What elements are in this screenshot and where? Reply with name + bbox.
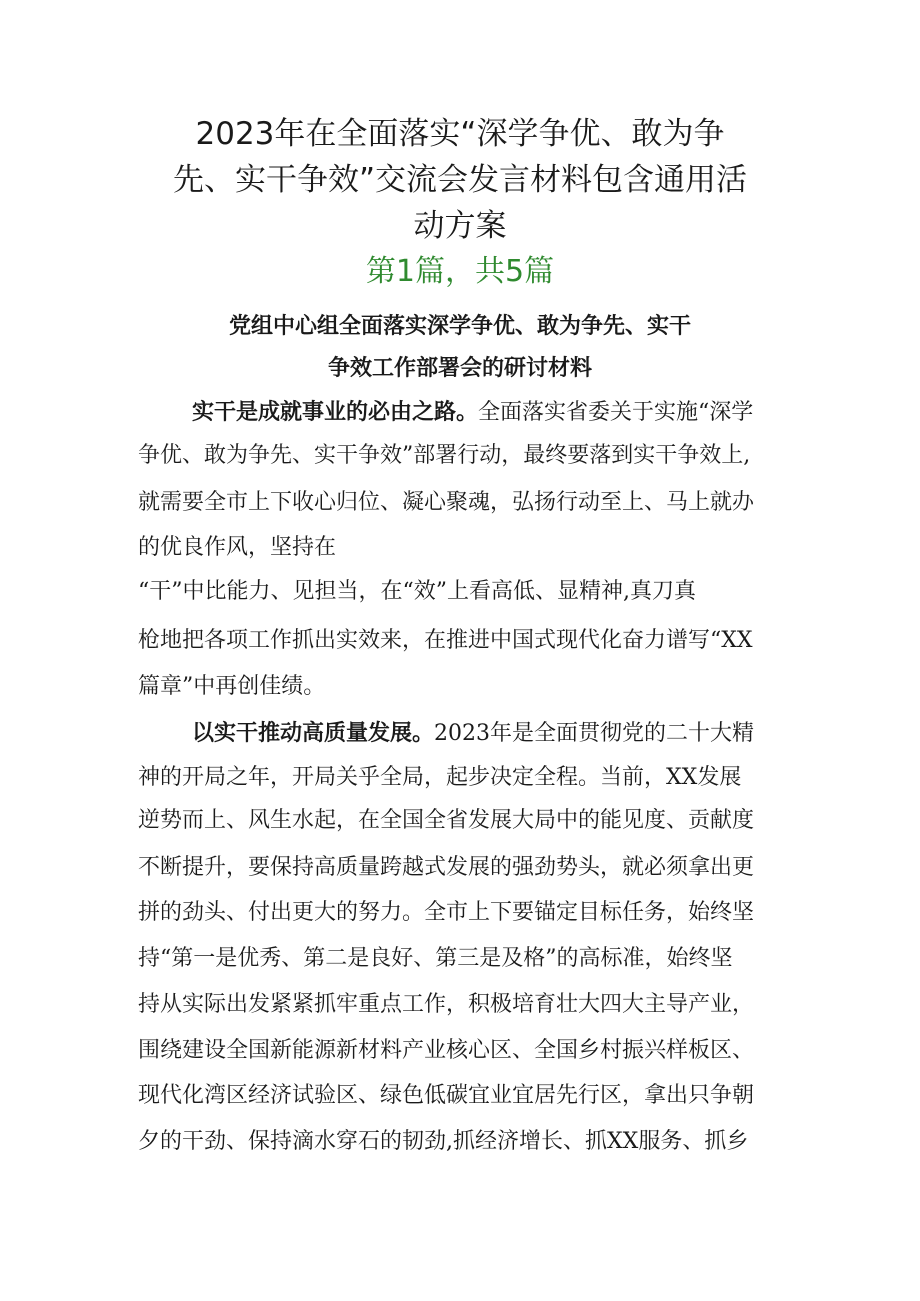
paragraph-1-line: 的优良作风，坚持在 (138, 535, 337, 560)
subtitle-line-2: 争效工作部署会的研讨材料 (327, 355, 592, 381)
doc-title-line-3: 动方案 (413, 208, 507, 244)
paragraph-2-line: 逆势而上、风生水起，在全国全省发展大局中的能见度、贡献度 (138, 808, 755, 833)
paragraph-2-line: 持“第一是优秀、第二是良好、第三是及格”的高标准，始终坚 (138, 946, 733, 971)
paragraph-1-lead: 实干是成就事业的必由之路。 (192, 399, 479, 425)
paragraph-2-line: 不断提升，要保持高质量跨越式发展的强劲势头，就必须拿出更 (138, 855, 755, 880)
paragraph-1-line: 就需要全市上下收心归位、凝心聚魂，弘扬行动至上、马上就办 (138, 490, 755, 515)
paragraph-1-line: 篇章”中再创佳绩。 (138, 674, 326, 699)
paragraph-2-line: 持从实际出发紧紧抓牢重点工作，积极培育壮大四大主导产业， (138, 992, 755, 1017)
paragraph-1-line: 枪地把各项工作抓出实效来，在推进中国式现代化奋力谱写“XX (138, 628, 753, 653)
paragraph-2-line: 围绕建设全国新能源新材料产业核心区、全国乡村振兴样板区、 (138, 1038, 755, 1063)
paragraph-2-line: 现代化湾区经济试验区、绿色低碳宜业宜居先行区，拿出只争朝 (138, 1083, 755, 1108)
paragraph-1-first-line (192, 396, 753, 429)
doc-title-line-1: 2023年在全面落实“深学争优、敢为争 (195, 116, 725, 152)
paragraph-1-line: 争优、敢为争先、实干争效”部署行动，最终要落到实干争效上, (138, 443, 751, 468)
paragraph-2-lead: 以实干推动高质量发展。 (192, 720, 435, 746)
paragraph-2-first-line (192, 717, 754, 750)
paragraph-2-line: 夕的干劲、保持滴水穿石的韧劲,抓经济增长、抓XX服务、抓乡 (138, 1129, 749, 1154)
paragraph-2-line1-rest: 2023年是全面贯彻党的二十大精 (434, 721, 755, 746)
paragraph-1-line1-rest: 全面落实省委关于实施“深学 (478, 400, 754, 425)
paragraph-1-line: “干”中比能力、见担当，在“效”上看高低、显精神,真刀真 (138, 579, 696, 604)
subtitle-line-1: 党组中心组全面落实深学争优、敢为争先、实干 (228, 313, 691, 339)
paragraph-2-line: 拼的劲头、付出更大的努力。全市上下要锚定目标任务，始终坚 (138, 900, 755, 925)
part-indicator: 第1篇，共5篇 (365, 254, 555, 289)
doc-title-line-2: 先、实干争效”交流会发言材料包含通用活 (172, 162, 748, 198)
paragraph-2-line: 神的开局之年，开局关乎全局，起步决定全程。当前，XX发展 (138, 765, 742, 790)
